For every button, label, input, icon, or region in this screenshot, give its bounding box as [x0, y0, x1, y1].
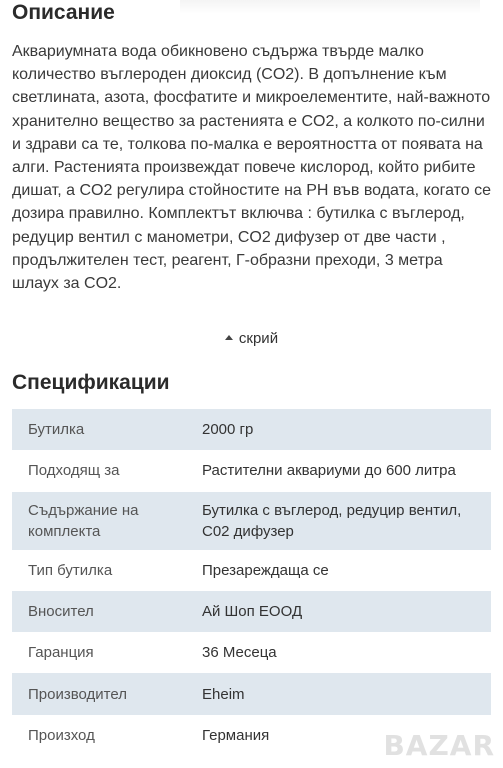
- description-text: Аквариумната вода обикновено съдържа твърде малко количество въглероден диоксид (CO2). В допълнение към светлината, азота, фосфатите и микроелементите, най-важното хранително вещество за растенията е CO2, а колкото по-силни и здрави са те, толкова по-малка е вероятността от появата на алги. Растенията произвеждат повече кислород, който рибите дишат, а CO2 регулира стойностите на PH във водата, когато се дозира правилно. Комплектът включва : бутилка с въглерод, редуцир вентил с манометри, CO2 дифузер от две части , продължителен тест, реагент, Г-образни преходи, 3 метра шлаух за CO2.: [12, 43, 492, 293]
- spec-row: [12, 409, 491, 450]
- spec-key: Бутилка: [28, 421, 85, 439]
- spec-key: Тип бутилка: [28, 561, 113, 579]
- spec-row: [12, 591, 491, 632]
- specifications-title: Спецификации: [12, 371, 170, 394]
- spec-key: Гаранция: [28, 644, 94, 662]
- spec-key: Вносител: [28, 603, 94, 621]
- spec-row: [12, 492, 491, 550]
- spec-value: Бутилка с въглерод, редуцир вентил, С02 дифузер: [202, 501, 462, 540]
- spec-row: [12, 673, 491, 714]
- spec-value: Презареждаща се: [202, 561, 329, 579]
- spec-key: Производител: [28, 685, 127, 703]
- spec-value: 2000 гр: [202, 421, 254, 439]
- spec-key: Произход: [28, 726, 95, 744]
- spec-row: [12, 550, 491, 591]
- spec-key: Съдържание на комплекта: [28, 501, 139, 540]
- bazar-watermark: BAZAR: [383, 729, 495, 762]
- spec-row: [12, 632, 491, 673]
- spec-row: [12, 450, 491, 491]
- description-title: Описание: [12, 1, 115, 24]
- top-fade: [180, 0, 480, 14]
- spec-value: Растителни аквариуми до 600 литра: [202, 462, 456, 480]
- caret-up-icon: [225, 335, 233, 340]
- spec-key: Подходящ за: [28, 462, 120, 480]
- spec-value: 36 Месеца: [202, 644, 277, 662]
- specifications-table: [12, 409, 491, 756]
- collapse-toggle[interactable]: [0, 330, 503, 347]
- spec-value: Германия: [202, 726, 270, 744]
- spec-value: Ай Шоп ЕООД: [202, 603, 303, 621]
- collapse-label: скрий: [238, 330, 279, 347]
- spec-value: Eheim: [202, 685, 245, 703]
